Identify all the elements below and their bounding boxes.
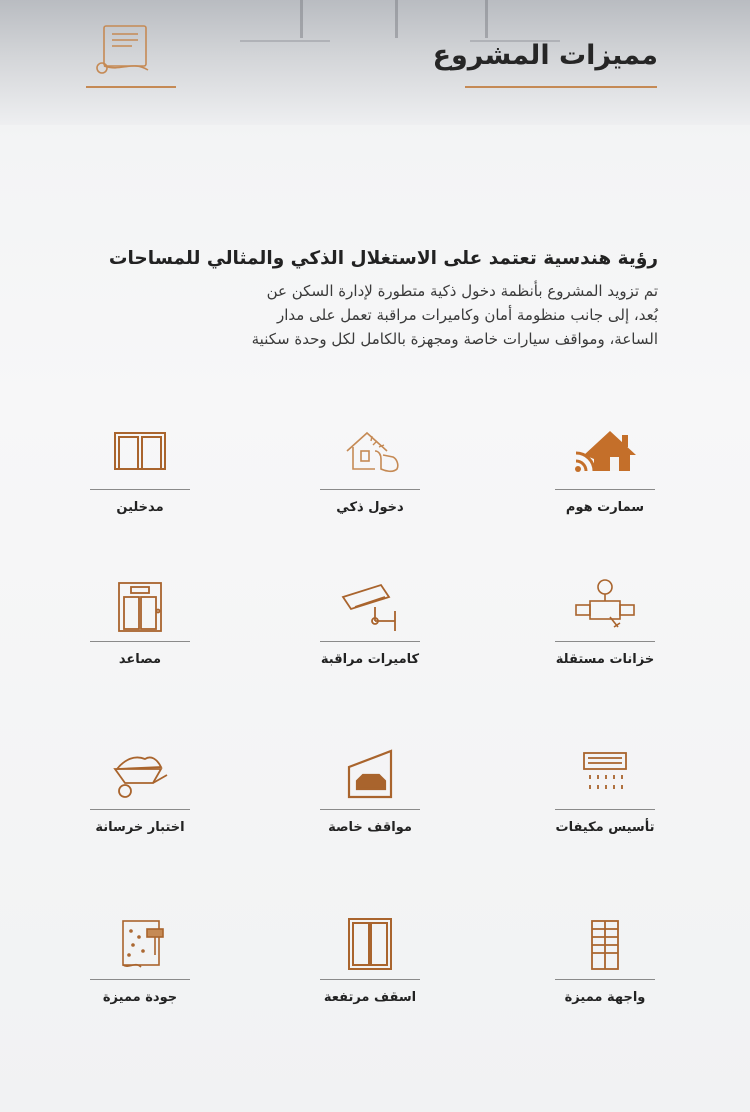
header-divider-left <box>86 86 176 88</box>
feature-private-parking <box>320 745 420 845</box>
wheelbarrow-icon <box>105 745 175 803</box>
building-facade-icon <box>570 915 640 973</box>
background-chair-leg <box>485 0 488 38</box>
smart-entry-icon <box>335 425 405 483</box>
feature-label: اختبار خرسانة <box>95 820 185 835</box>
security-camera-icon <box>335 577 405 635</box>
feature-elevators <box>90 577 190 677</box>
background-chair <box>240 0 330 42</box>
certificate-icon <box>92 20 156 78</box>
feature-divider <box>320 809 420 810</box>
feature-label: سمارت هوم <box>565 500 645 515</box>
garage-car-icon <box>335 745 405 803</box>
quality-wallpaper-icon <box>105 915 175 973</box>
feature-label: تأسيس مكيفات <box>555 820 655 835</box>
smart-home-icon <box>570 425 640 483</box>
feature-label: خزانات مستقلة <box>555 652 655 667</box>
feature-divider <box>90 641 190 642</box>
feature-distinctive-quality <box>90 915 190 1015</box>
feature-divider <box>555 641 655 642</box>
high-ceiling-window-icon <box>335 915 405 973</box>
feature-high-ceilings <box>320 915 420 1015</box>
air-conditioner-icon <box>570 745 640 803</box>
intro-heading: رؤية هندسية تعتمد على الاستغلال الذكي والمثالي للمساحات <box>108 248 658 269</box>
feature-divider <box>90 809 190 810</box>
intro-line: بُعد، إلى جانب منظومة أمان وكاميرات مراقبة تعمل على مدار <box>277 306 658 324</box>
feature-label: مواقف خاصة <box>328 820 412 835</box>
feature-divider <box>555 489 655 490</box>
feature-label: مصاعد <box>118 652 162 667</box>
feature-security-cameras <box>320 577 420 677</box>
water-tank-meter-icon <box>570 577 640 635</box>
feature-label: اسقف مرتفعة <box>323 990 417 1005</box>
feature-ac-preparation <box>555 745 655 845</box>
intro-line: تم تزويد المشروع بأنظمة دخول ذكية متطورة لإدارة السكن عن <box>266 282 658 300</box>
background-chair-leg <box>300 0 303 38</box>
feature-smart-home <box>555 425 655 525</box>
feature-divider <box>320 489 420 490</box>
page-title: مميزات المشروع <box>432 40 658 71</box>
double-door-icon <box>105 425 175 483</box>
feature-divider <box>555 809 655 810</box>
feature-divider <box>320 641 420 642</box>
feature-label: دخول ذكي <box>336 500 404 515</box>
elevator-icon <box>105 577 175 635</box>
feature-smart-entry <box>320 425 420 525</box>
feature-label: كاميرات مراقبة <box>320 652 420 667</box>
intro-body <box>88 279 658 351</box>
feature-divider <box>555 979 655 980</box>
header-divider-right <box>465 86 657 88</box>
background-chair <box>470 0 560 42</box>
feature-divider <box>320 979 420 980</box>
feature-double-entrance <box>90 425 190 525</box>
intro-line: الساعة، ومواقف سيارات خاصة ومجهزة بالكامل لكل وحدة سكنية <box>251 330 658 348</box>
feature-label: مدخلين <box>116 500 164 515</box>
background-table-leg <box>395 0 398 38</box>
feature-divider <box>90 489 190 490</box>
feature-label: جودة مميزة <box>102 990 178 1005</box>
feature-distinctive-facade <box>555 915 655 1015</box>
intro-section <box>88 248 658 351</box>
feature-independent-tanks <box>555 577 655 677</box>
feature-divider <box>90 979 190 980</box>
feature-concrete-testing <box>90 745 190 845</box>
feature-label: واجهة مميزة <box>564 990 646 1005</box>
